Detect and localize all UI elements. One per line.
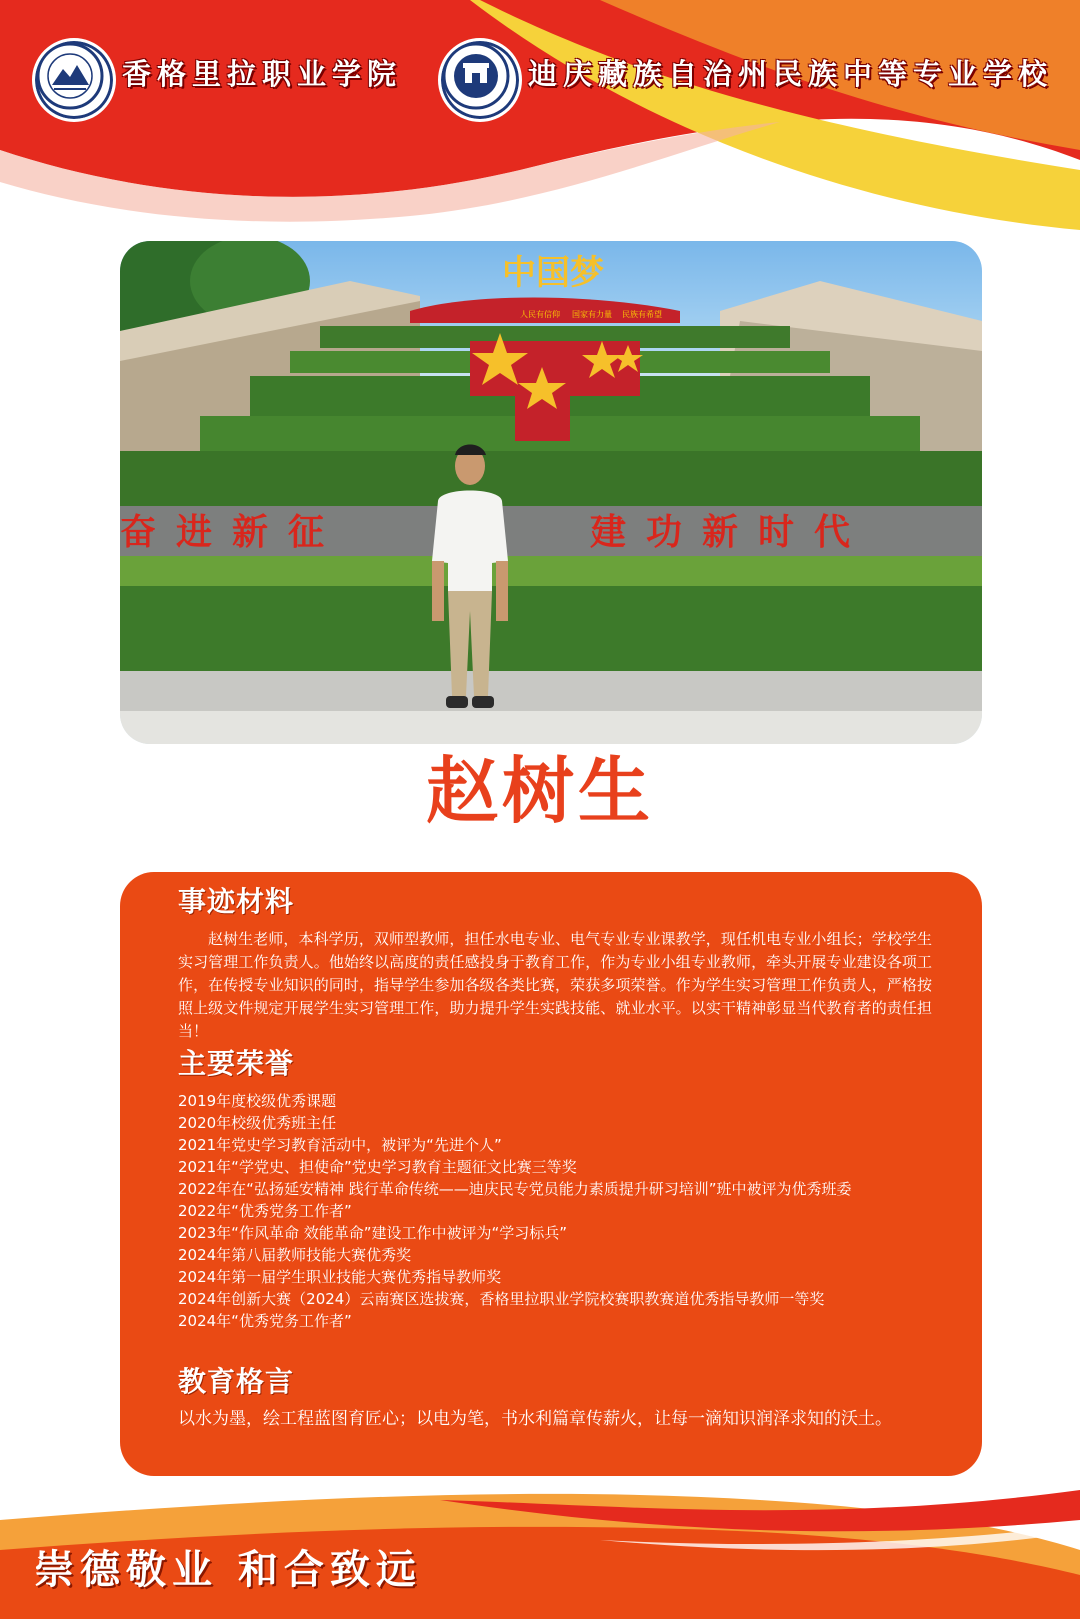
honor-item: 2024年“优秀党务工作者”: [178, 1312, 352, 1330]
person-name: 赵树生: [425, 749, 654, 833]
banner-right-text: 建功新时代: [590, 512, 871, 553]
honors-title: 主要荣誉: [178, 1047, 295, 1080]
sign-sub-3: 民族有希望: [622, 310, 662, 319]
sign-sub-2: 国家有力量: [572, 310, 612, 319]
college-logo: [32, 38, 116, 122]
sign-title: 中国梦: [502, 253, 604, 293]
portrait-photo: [120, 241, 982, 744]
honor-item: 2021年党史学习教育活动中，被评为“先进个人”: [178, 1136, 502, 1154]
content-panel: [120, 872, 982, 1476]
mountain-emblem-icon: [35, 41, 105, 111]
honor-item: 2024年创新大赛（2024）云南赛区选拔赛，香格里拉职业学院校赛职教赛道优秀指导教师一等奖: [178, 1290, 825, 1308]
college-name: 香格里拉职业学院: [122, 57, 403, 91]
header-banner: [0, 0, 1080, 240]
honor-item: 2024年第一届学生职业技能大赛优秀指导教师奖: [178, 1268, 502, 1286]
honor-item: 2022年“优秀党务工作者”: [178, 1202, 352, 1220]
motto-text: 以水为墨，绘工程蓝图育匠心；以电为笔，书水利篇章传薪火，让每一滴知识润泽求知的沃土。: [178, 1409, 892, 1429]
gate-emblem-icon: [441, 41, 511, 111]
school-logo: [438, 38, 522, 122]
honors-list: [178, 1090, 938, 1332]
honor-item: 2022年在“弘扬延安精神 践行革命传统——迪庆民专党员能力素质提升研习培训”班中被评为优秀班委: [178, 1180, 852, 1198]
deeds-text: 赵树生老师，本科学历，双师型教师，担任水电专业、电气专业专业课教学，现任机电专业小组长；学校学生实习管理工作负责人。他始终以高度的责任感投身于教育工作，作为专业小组专业教师，牵头开展专业建设各项工作，在传授专业知识的同时，指导学生参加各级各类比赛，荣获多项荣誉。作为学生实习管理工作负责人，严格按照上级文件规定开展学生实习管理工作，助力提升学生实践技能、就业水平。以实干精神彰显当代教育者的责任担当！: [178, 930, 932, 1040]
photo-scene: [120, 241, 982, 744]
header-wave-graphic: [0, 0, 1080, 240]
honor-item: 2021年“学党史、担使命”党史学习教育主题征文比赛三等奖: [178, 1158, 577, 1176]
honor-item: 2019年度校级优秀课题: [178, 1092, 337, 1110]
deeds-title: 事迹材料: [178, 885, 295, 918]
sign-sub-1: 人民有信仰: [520, 310, 560, 319]
honor-item: 2020年校级优秀班主任: [178, 1114, 337, 1132]
school-name: 迪庆藏族自治州民族中等专业学校: [528, 57, 1054, 91]
motto-title: 教育格言: [178, 1365, 295, 1398]
banner-left-text: 奋进新征: [120, 512, 345, 553]
honor-item: 2024年第八届教师技能大赛优秀奖: [178, 1246, 412, 1264]
honor-item: 2023年“作风革命 效能革命”建设工作中被评为“学习标兵”: [178, 1224, 568, 1242]
school-slogan: 崇德敬业 和合致远: [34, 1546, 422, 1593]
